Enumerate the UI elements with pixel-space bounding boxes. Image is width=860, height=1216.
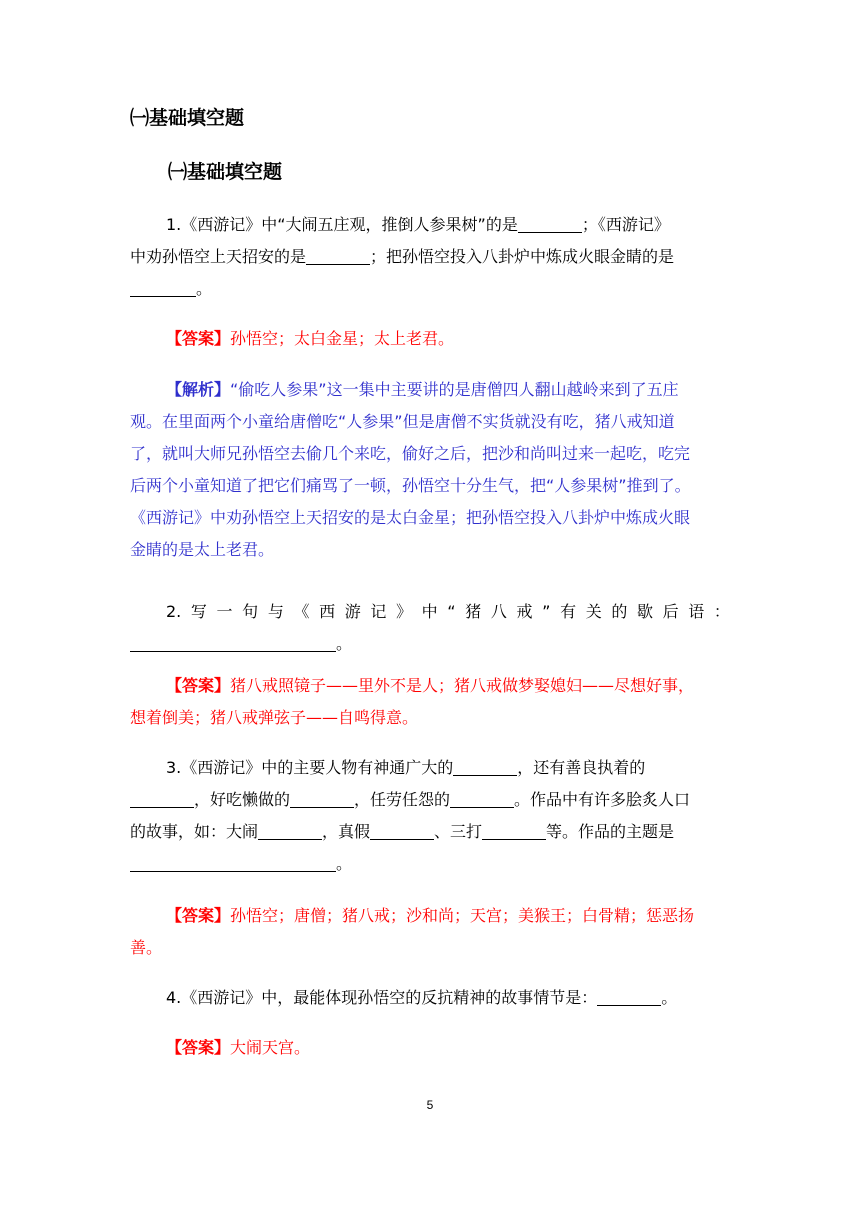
question-3-text: 、三打	[434, 822, 483, 841]
question-2-char: “	[447, 602, 456, 621]
answer-text: 猪八戒照镜子——里外不是人；猪八戒做梦娶媳妇——尽想好事，	[230, 676, 695, 695]
question-3-text: ，真假	[322, 822, 371, 841]
question-2-char: 与	[267, 602, 284, 621]
question-1-analysis	[130, 374, 730, 566]
question-4-text: 。	[661, 988, 678, 1007]
question-2-char: 有	[560, 602, 577, 621]
question-2-line-2	[130, 628, 730, 660]
question-2-line-1	[130, 596, 730, 628]
question-4	[130, 982, 730, 1014]
question-3-text: 。	[336, 854, 353, 873]
question-3-text: ，好吃懒做的	[194, 790, 291, 809]
question-1-text: ；把孙悟空投入八卦炉中炼成火眼金睛的是	[370, 247, 675, 266]
analysis-text: “偷吃人参果”这一集中主要讲的是唐僧四人翻山越岭来到了五庄	[230, 380, 679, 399]
answer-tag: 【答案】	[166, 1038, 231, 1057]
answer-blank	[370, 821, 434, 840]
question-1-text: 。	[196, 279, 213, 298]
answer-blank	[450, 789, 514, 808]
analysis-tag: 【解析】	[166, 380, 231, 399]
answer-tag: 【答案】	[166, 676, 231, 695]
analysis-text: 《西游记》中劝孙悟空上天招安的是太白金星；把孙悟空投入八卦炉中炼成火眼	[130, 508, 691, 527]
question-1	[130, 209, 730, 305]
question-2-answer	[130, 670, 730, 734]
question-2-char: 猪	[465, 602, 482, 621]
section-heading-repeat: ㈠基础填空题	[168, 161, 283, 183]
question-2-char: 歇	[636, 602, 653, 621]
question-2	[130, 596, 730, 660]
question-2-char: ”	[542, 602, 551, 621]
question-2-char: 》	[396, 602, 413, 621]
question-1-text: 中劝孙悟空上天招安的是	[130, 247, 307, 266]
answer-text: 大闹天宫。	[230, 1038, 311, 1057]
answer-blank	[258, 821, 322, 840]
answer-blank	[482, 821, 546, 840]
question-2-char: 游	[344, 602, 361, 621]
question-4-text: 4.《西游记》中，最能体现孙悟空的反抗精神的故事情节是：	[166, 988, 598, 1007]
analysis-text: 了，就叫大师兄孙悟空去偷几个来吃，偷好之后，把沙和尚叫过来一起吃，吃完	[130, 444, 691, 463]
question-2-char: 关	[585, 602, 602, 621]
answer-text: 孙悟空；太白金星；太上老君。	[230, 329, 455, 348]
answer-blank	[130, 278, 196, 297]
answer-tag: 【答案】	[166, 329, 231, 348]
question-4-line-1	[130, 982, 730, 1014]
question-2-char: 后	[662, 602, 679, 621]
page-number: 5	[426, 1098, 434, 1112]
question-3-text: 等。作品的主题是	[546, 822, 675, 841]
question-2-char: 《	[293, 602, 310, 621]
question-3-text: 。作品中有许多脍炙人口	[514, 790, 691, 809]
answer-text: 孙悟空；唐僧；猪八戒；沙和尚；天宫；美猴王；白骨精；惩恶扬	[230, 906, 695, 925]
question-2-char: 西	[319, 602, 336, 621]
question-3-text: 3.《西游记》中的主要人物有神通广大的	[166, 758, 454, 777]
question-2-spread-text	[166, 596, 730, 628]
question-2-char: 记	[370, 602, 387, 621]
question-1-text: ；《西游记》	[581, 215, 670, 234]
answer-blank	[130, 853, 336, 872]
question-2-char: 的	[611, 602, 628, 621]
answer-text: 善。	[130, 938, 163, 957]
question-3-text: 的故事，如：大闹	[130, 822, 259, 841]
question-1-text: 1.《西游记》中“大闹五庄观，推倒人参果树”的是	[166, 215, 518, 234]
question-4-answer	[130, 1032, 730, 1064]
question-2-char: 语	[688, 602, 705, 621]
answer-blank	[130, 633, 336, 652]
question-2-char: 中	[421, 602, 438, 621]
section-heading: ㈠基础填空题	[130, 107, 245, 129]
question-2-char: 一	[216, 602, 233, 621]
question-2-char: 戒	[516, 602, 533, 621]
question-3-line-1	[130, 752, 730, 784]
question-3	[130, 752, 730, 880]
analysis-text: 金睛的是太上老君。	[130, 540, 275, 559]
question-3-text: ，任劳任怨的	[354, 790, 451, 809]
answer-tag: 【答案】	[166, 906, 231, 925]
question-2-text: 。	[336, 634, 353, 653]
answer-blank	[130, 789, 194, 808]
answer-blank	[518, 214, 582, 233]
question-3-line-3	[130, 816, 730, 848]
answer-blank	[306, 246, 370, 265]
question-1-answer	[130, 323, 730, 355]
question-1-line-2	[130, 241, 730, 273]
question-2-char: ：	[713, 602, 730, 621]
question-2-char: 写	[190, 602, 207, 621]
question-3-answer	[130, 900, 730, 964]
answer-blank	[290, 789, 354, 808]
question-3-line-2	[130, 784, 730, 816]
question-2-char: 2.	[166, 602, 182, 621]
answer-text: 想着倒美；猪八戒弹弦子——自鸣得意。	[130, 708, 419, 727]
answer-blank	[597, 987, 661, 1006]
question-3-line-4	[130, 848, 730, 880]
question-3-text: ，还有善良执着的	[517, 758, 646, 777]
answer-blank	[453, 757, 517, 776]
question-2-char: 八	[490, 602, 507, 621]
question-1-line-3	[130, 273, 730, 305]
analysis-text: 后两个小童知道了把它们痛骂了一顿，孙悟空十分生气，把“人参果树”推到了。	[130, 476, 691, 495]
analysis-text: 观。在里面两个小童给唐僧吃“人参果”但是唐僧不实货就没有吃，猪八戒知道	[130, 412, 675, 431]
question-1-line-1	[130, 209, 730, 241]
question-2-char: 句	[242, 602, 259, 621]
